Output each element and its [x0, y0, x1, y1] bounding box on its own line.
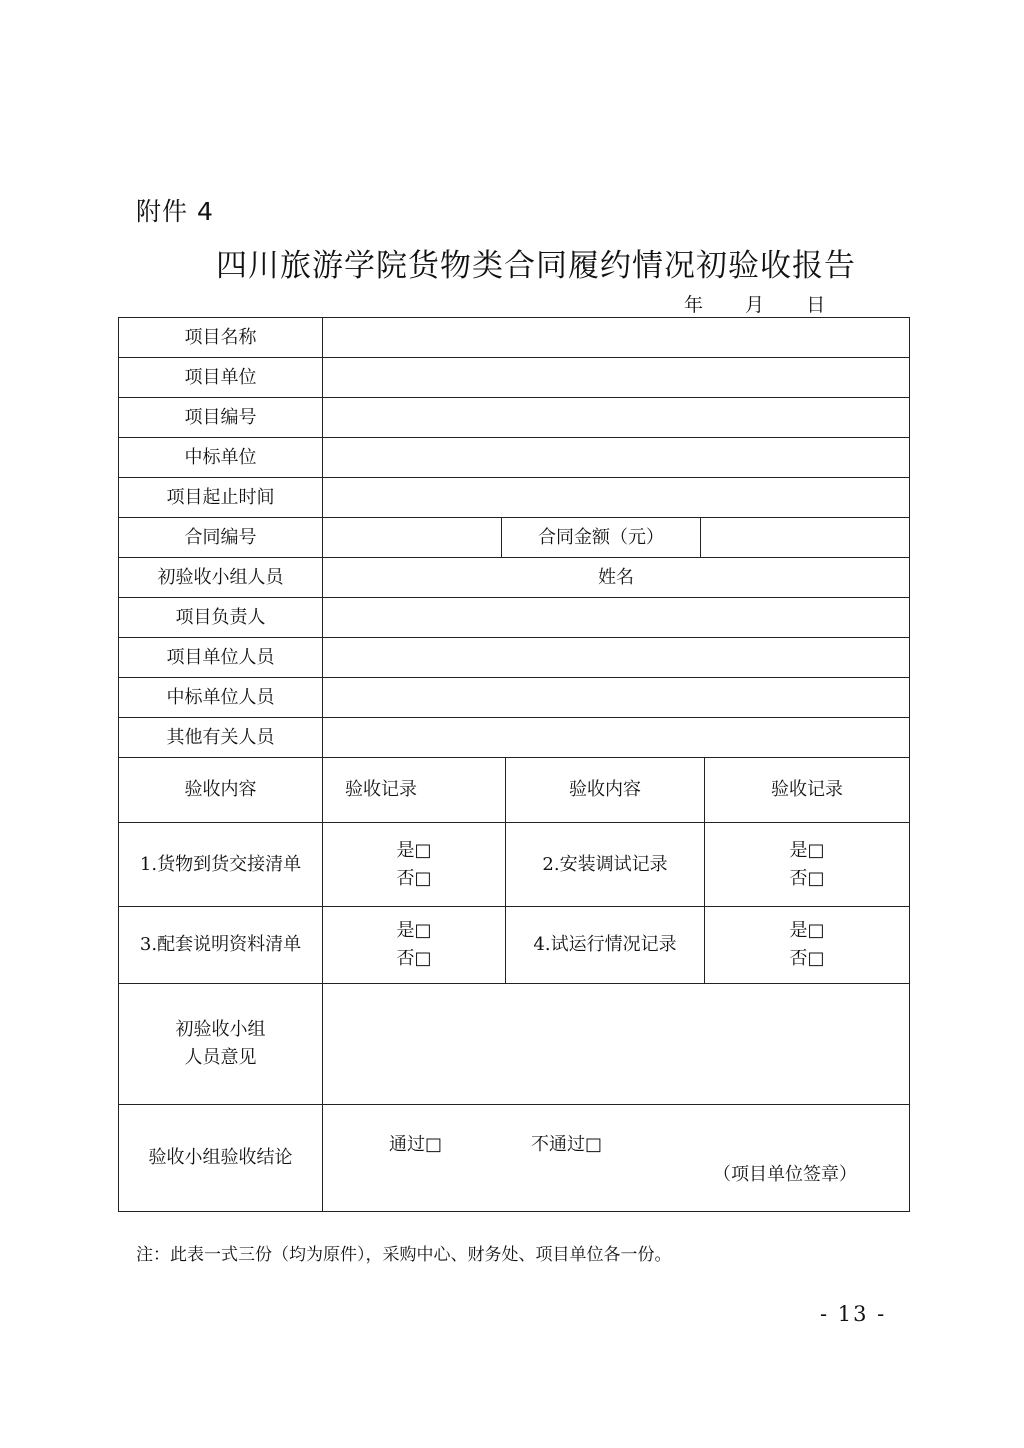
row-project-period [119, 478, 910, 518]
date-day: 日 [806, 294, 826, 316]
field-project-name[interactable] [323, 318, 910, 358]
item-no-2[interactable]: 否□ [789, 867, 825, 889]
field-contract-amount[interactable] [701, 518, 910, 558]
row-winning-unit-staff [119, 678, 910, 718]
header-record-2: 验收记录 [705, 758, 910, 823]
row-opinion [119, 984, 910, 1105]
header-content-2: 验收内容 [506, 758, 705, 823]
label-group-members: 初验收小组人员 [119, 558, 323, 598]
field-project-unit[interactable] [323, 358, 910, 398]
item-label-1: 1.货物到货交接清单 [119, 823, 323, 907]
field-project-unit-staff[interactable] [323, 638, 910, 678]
field-project-leader[interactable] [323, 598, 910, 638]
item-yes-3[interactable]: 是□ [396, 920, 432, 942]
field-winning-unit[interactable] [323, 438, 910, 478]
conclusion-pass-checkbox[interactable]: 通过□ [389, 1134, 443, 1155]
date-year: 年 [684, 294, 704, 316]
attachment-label: 附件 4 [136, 197, 214, 226]
label-project-name: 项目名称 [119, 318, 323, 358]
header-name: 姓名 [323, 558, 910, 598]
item-checks-4[interactable] [705, 907, 910, 984]
field-other-staff[interactable] [323, 718, 910, 758]
item-label-3: 3.配套说明资料清单 [119, 907, 323, 984]
document-title: 四川旅游学院货物类合同履约情况初验收报告 [216, 248, 856, 284]
field-opinion[interactable] [323, 984, 910, 1105]
item-checks-2[interactable] [705, 823, 910, 907]
item-label-2: 2.安装调试记录 [506, 823, 705, 907]
acceptance-form-table [118, 317, 910, 1212]
row-project-leader [119, 598, 910, 638]
row-inspection-1 [119, 823, 910, 907]
label-contract-number: 合同编号 [119, 518, 323, 558]
row-project-unit-staff [119, 638, 910, 678]
field-project-period[interactable] [323, 478, 910, 518]
label-project-unit-staff: 项目单位人员 [119, 638, 323, 678]
row-project-number [119, 398, 910, 438]
label-opinion-line1: 初验收小组 [175, 1019, 266, 1041]
item-no-4[interactable]: 否□ [789, 948, 825, 969]
item-yes-1[interactable]: 是□ [396, 839, 432, 861]
footnote: 注：此表一式三份（均为原件），采购中心、财务处、项目单位各一份。 [136, 1245, 672, 1265]
date-line [684, 290, 825, 317]
label-contract-amount: 合同金额（元） [502, 518, 701, 558]
label-project-leader: 项目负责人 [119, 598, 323, 638]
header-content-1: 验收内容 [119, 758, 323, 823]
label-project-number: 项目编号 [119, 398, 323, 438]
item-checks-1[interactable] [323, 823, 506, 907]
field-conclusion [323, 1105, 910, 1212]
row-conclusion [119, 1105, 910, 1212]
label-other-staff: 其他有关人员 [119, 718, 323, 758]
row-inspection-2 [119, 907, 910, 984]
conclusion-fail-checkbox[interactable]: 不通过□ [531, 1134, 603, 1155]
item-no-3[interactable]: 否□ [396, 948, 432, 969]
label-opinion [119, 984, 323, 1105]
label-winning-unit: 中标单位 [119, 438, 323, 478]
date-month: 月 [745, 294, 765, 316]
label-project-unit: 项目单位 [119, 358, 323, 398]
label-conclusion: 验收小组验收结论 [119, 1105, 323, 1212]
row-project-unit [119, 358, 910, 398]
item-no-1[interactable]: 否□ [396, 867, 432, 889]
field-project-number[interactable] [323, 398, 910, 438]
seal-label: （项目单位签章） [713, 1164, 857, 1185]
item-yes-2[interactable]: 是□ [789, 839, 825, 861]
item-checks-3[interactable] [323, 907, 506, 984]
page-number: - 13 - [820, 1302, 887, 1326]
row-contract [119, 518, 910, 558]
item-yes-4[interactable]: 是□ [789, 920, 825, 942]
row-inspection-header [119, 758, 910, 823]
label-project-period: 项目起止时间 [119, 478, 323, 518]
row-group-members [119, 558, 910, 598]
row-winning-unit [119, 438, 910, 478]
header-record-1: 验收记录 [323, 758, 506, 823]
label-opinion-line2: 人员意见 [184, 1047, 257, 1068]
label-winning-unit-staff: 中标单位人员 [119, 678, 323, 718]
row-project-name [119, 318, 910, 358]
field-winning-unit-staff[interactable] [323, 678, 910, 718]
row-other-staff [119, 718, 910, 758]
field-contract-number[interactable] [323, 518, 502, 558]
item-label-4: 4.试运行情况记录 [506, 907, 705, 984]
